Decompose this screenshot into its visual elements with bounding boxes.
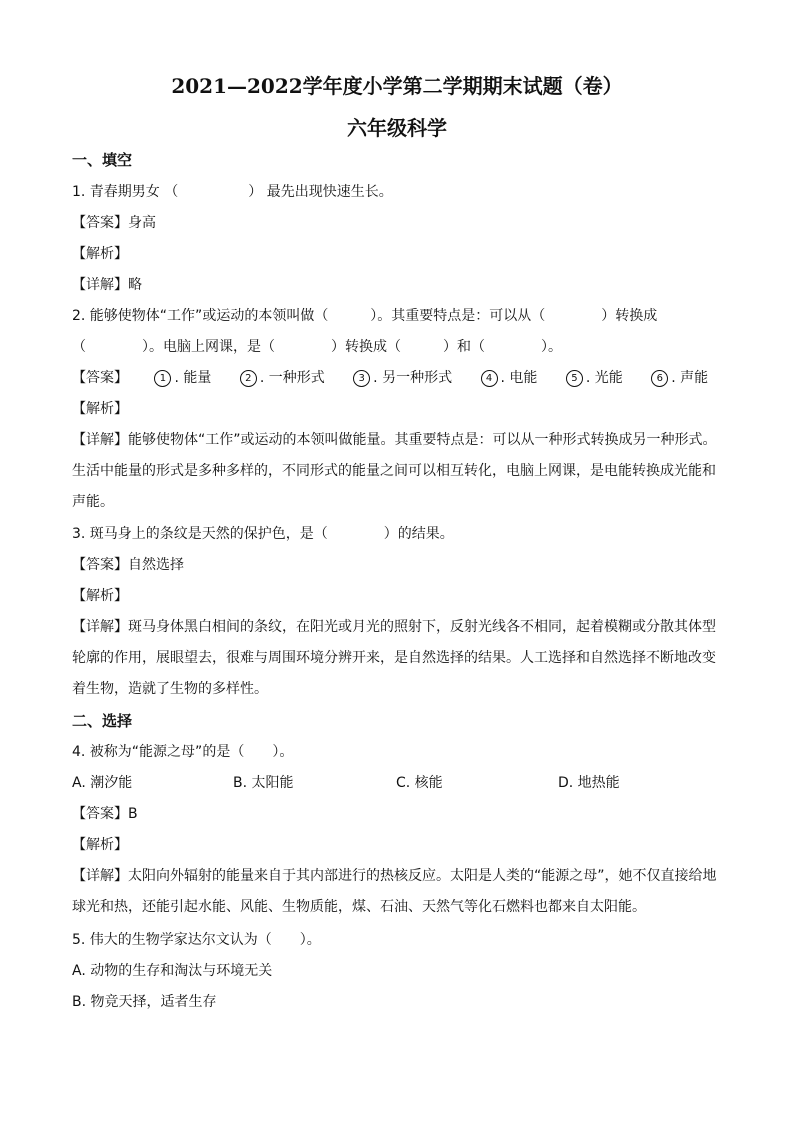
exam-subtitle: 六年级科学 — [347, 116, 447, 140]
q4-option-d: D. 地热能 — [558, 775, 620, 791]
answer-item — [566, 370, 623, 386]
q3-detail — [72, 612, 722, 705]
q5-stem: 5. 伟大的生物学家达尔文认为（ ）。 — [72, 932, 321, 948]
answer-item — [651, 370, 708, 386]
q4-detail — [72, 861, 722, 923]
circled-number: 1 — [154, 370, 171, 387]
q2-analysis-label: 【解析】 — [72, 401, 128, 417]
answer-label: 【答案】 — [72, 806, 128, 822]
q2-answer — [72, 368, 732, 388]
circled-number: 2 — [240, 370, 257, 387]
answer-text: . 声能 — [671, 370, 709, 386]
q1-detail — [72, 275, 142, 295]
answer-text: 自然选择 — [128, 557, 184, 573]
q4-stem: 4. 被称为“能源之母”的是（ ）。 — [72, 744, 294, 760]
circled-number: 3 — [353, 370, 370, 387]
detail-label: 【详解】 — [72, 868, 128, 884]
q4-analysis-label: 【解析】 — [72, 837, 128, 853]
q2-stem-line2: （ ）。电脑上网课，是（ ）转换成（ ）和（ ）。 — [72, 339, 562, 355]
detail-label: 【详解】 — [72, 432, 128, 448]
answer-item — [240, 370, 325, 386]
answer-label: 【答案】 — [72, 557, 128, 573]
q3-stem: 3. 斑马身上的条纹是天然的保护色，是（ ）的结果。 — [72, 526, 454, 542]
section-fill-heading: 一、填空 — [72, 151, 133, 169]
q1-analysis-label: 【解析】 — [72, 246, 128, 262]
circled-number: 6 — [651, 370, 668, 387]
answer-text: . 电能 — [500, 370, 538, 386]
q5-option-b: B. 物竞天择，适者生存 — [72, 994, 217, 1010]
q4-option-c: C. 核能 — [396, 775, 443, 791]
q2-detail — [72, 425, 722, 518]
q1-answer — [72, 213, 156, 233]
answer-text: . 光能 — [585, 370, 623, 386]
detail-text: 太阳向外辐射的能量来自于其内部进行的热核反应。太阳是人类的“能源之母”，她不仅直接给地球光和热，还能引起水能、风能、生物质能，煤、石油、天然气等化石燃料也都来自太阳能。 — [72, 868, 717, 915]
answer-text: . 另一种形式 — [373, 370, 453, 386]
answer-item — [481, 370, 538, 386]
exam-title: 2021—2022学年度小学第二学期期末试题（卷） — [171, 74, 623, 98]
answer-item — [154, 370, 211, 386]
detail-text: 斑马身体黑白相间的条纹，在阳光或月光的照射下，反射光线各不相同，起着模糊或分散其体型轮廓的作用，展眼望去，很难与周围环境分辨开来，是自然选择的结果。人工选择和自然选择不断地改变着生物，造就了生物的多样性。 — [72, 619, 716, 697]
q3-analysis-label: 【解析】 — [72, 588, 128, 604]
detail-label: 【详解】 — [72, 619, 128, 635]
answer-label: 【答案】 — [72, 370, 128, 386]
detail-label: 【详解】 — [72, 277, 128, 293]
answer-text: 身高 — [128, 215, 156, 231]
circled-number: 5 — [566, 370, 583, 387]
q1-stem: 1. 青春期男女 （ ） 最先出现快速生长。 — [72, 184, 393, 200]
q4-option-a: A. 潮汐能 — [72, 775, 133, 791]
answer-label: 【答案】 — [72, 215, 128, 231]
q2-stem-line1: 2. 能够使物体“工作”或运动的本领叫做（ ）。其重要特点是：可以从（ ）转换成 — [72, 308, 658, 324]
q4-option-b: B. 太阳能 — [233, 775, 294, 791]
answer-item — [353, 370, 452, 386]
answer-text: B — [128, 806, 138, 822]
q3-answer — [72, 555, 184, 575]
circled-number: 4 — [481, 370, 498, 387]
answer-text: . 能量 — [174, 370, 212, 386]
detail-text: 略 — [128, 277, 142, 293]
detail-text: 能够使物体“工作”或运动的本领叫做能量。其重要特点是：可以从一种形式转换成另一种形式。生活中能量的形式是多种多样的，不同形式的能量之间可以相互转化，电脑上网课，是电能转换成光能和声能。 — [72, 432, 717, 510]
q5-option-a: A. 动物的生存和淘汰与环境无关 — [72, 963, 273, 979]
q4-answer — [72, 804, 138, 824]
section-choice-heading: 二、选择 — [72, 712, 133, 730]
answer-text: . 一种形式 — [259, 370, 325, 386]
